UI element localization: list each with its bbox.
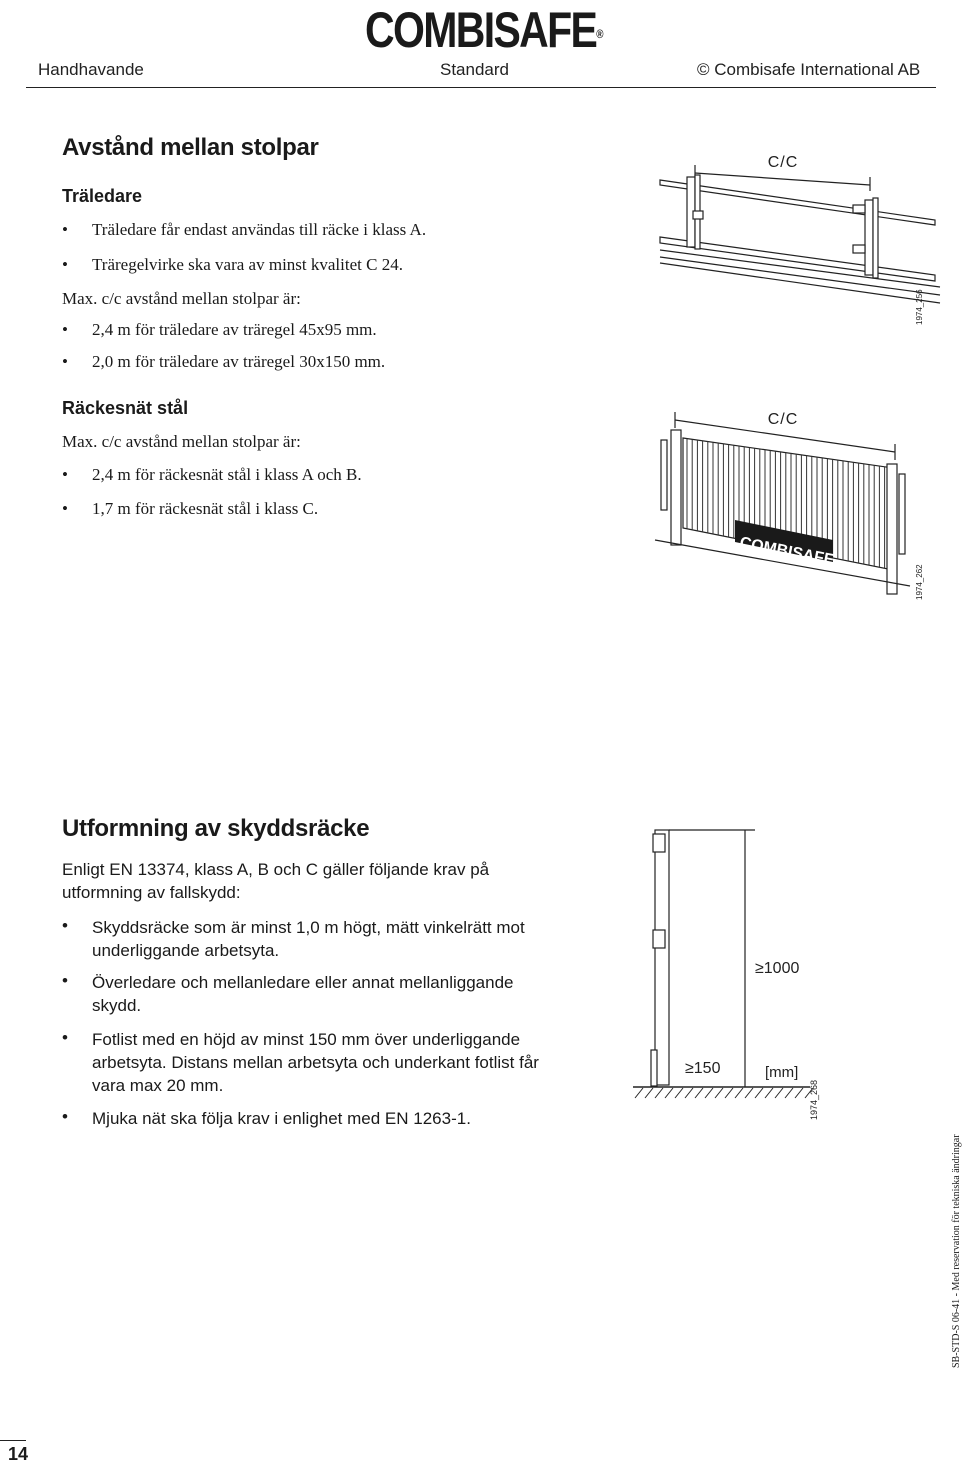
hatch-line [755,1088,763,1098]
section-title-utformning: Utformning av skyddsräcke [62,815,370,842]
header-left: Handhavande [38,60,144,79]
bullet-line: Skyddsräcke som är minst 1,0 m högt, mätt vinkelrätt mot [92,918,525,937]
intro-line: utformning av fallskydd: [62,883,241,902]
header-right: © Combisafe International AB [697,60,921,79]
hatch-line [675,1088,683,1098]
hatch-line [665,1088,673,1098]
hatch-line [745,1088,753,1098]
bullet-text [92,916,525,962]
side-note: SB-STD-S 06-41 - Med reservation för tekniska ändringar [951,1134,962,1368]
bullet-text: Träregelvirke ska vara av minst kvalitet C 24. [92,255,403,274]
hatch-line [735,1088,743,1098]
bullet-line: arbetsyta. Distans mellan arbetsyta och underkant fotlist får [92,1053,539,1072]
hatch-line [715,1088,723,1098]
figure3-foot-label: ≥150 [685,1060,721,1077]
hatch-line [725,1088,733,1098]
figure1-dim-label: C/C [767,154,799,171]
hatch-line [765,1088,773,1098]
bullet-dot: • [62,971,68,990]
figure-mesh-railing [655,400,945,605]
combisafe-logo: COMBISAFE® [365,2,604,58]
page-number: 14 [8,1444,29,1464]
bullet-dot: • [62,1028,68,1047]
traledare-intro: Max. c/c avstånd mellan stolpar är: [62,289,301,308]
bullet-dot: • [62,352,68,371]
bullet-text: 2,4 m för räckesnät stål i klass A och B. [92,465,362,484]
ground-hatch [635,1088,813,1098]
bullet-line: Fotlist med en höjd av minst 150 mm över underliggande [92,1030,521,1049]
hatch-line [785,1088,793,1098]
figure3-height-label: ≥1000 [755,960,800,977]
section2-intro [62,858,489,904]
bullet-text: 1,7 m för räckesnät stål i klass C. [92,499,319,518]
intro-line: Enligt EN 13374, klass A, B och C gäller följande krav på [62,860,490,879]
bullet-dot: • [62,465,68,484]
figure2-dim-label: C/C [767,411,799,428]
figure2-logo: COMBISAFE [738,534,836,570]
bullet-dot: • [62,220,68,239]
heading-rackesnat: Räckesnät stål [62,398,189,418]
figure-wood-railing [655,145,945,335]
heading-traledare: Träledare [62,186,143,206]
section-title-avstand: Avstånd mellan stolpar [62,134,319,161]
hatch-line [645,1088,653,1098]
bullet-dot: • [62,499,68,518]
hatch-line [635,1088,643,1098]
bullet-dot: • [62,255,68,274]
bullet-text: 2,0 m för träledare av träregel 30x150 mm. [92,352,386,371]
rackesnat-intro: Max. c/c avstånd mellan stolpar är: [62,432,301,451]
figure3-unit-label: [mm] [765,1064,799,1081]
figure-guardrail-dimensions [625,822,835,1122]
bullet-text [92,1107,471,1130]
bullet-text [92,971,513,1017]
bullet-line: Mjuka nät ska följa krav i enlighet med EN 1263-1. [92,1109,471,1128]
header-rule [26,87,936,88]
bullet-dot: • [62,1107,68,1126]
hatch-line [705,1088,713,1098]
bullet-dot: • [62,320,68,339]
hatch-line [685,1088,693,1098]
hatch-line [695,1088,703,1098]
header-center: Standard [440,60,509,79]
hatch-line [795,1088,803,1098]
bullet-text: Träledare får endast användas till räcke i klass A. [92,220,427,239]
hatch-line [775,1088,783,1098]
bullet-text: 2,4 m för träledare av träregel 45x95 mm. [92,320,377,339]
figure3-code: 1974_268 [809,1079,819,1120]
bullet-dot: • [62,916,68,935]
bullet-line: vara max 20 mm. [92,1076,224,1095]
figure2-code: 1974_262 [915,564,924,600]
figure1-code: 1974_256 [915,289,924,325]
bullet-text [92,1028,539,1097]
hatch-line [655,1088,663,1098]
bullet-line: skydd. [92,996,142,1015]
bullet-line: underliggande arbetsyta. [92,941,280,960]
bullet-line: Överledare och mellanledare eller annat mellanliggande [92,973,514,992]
